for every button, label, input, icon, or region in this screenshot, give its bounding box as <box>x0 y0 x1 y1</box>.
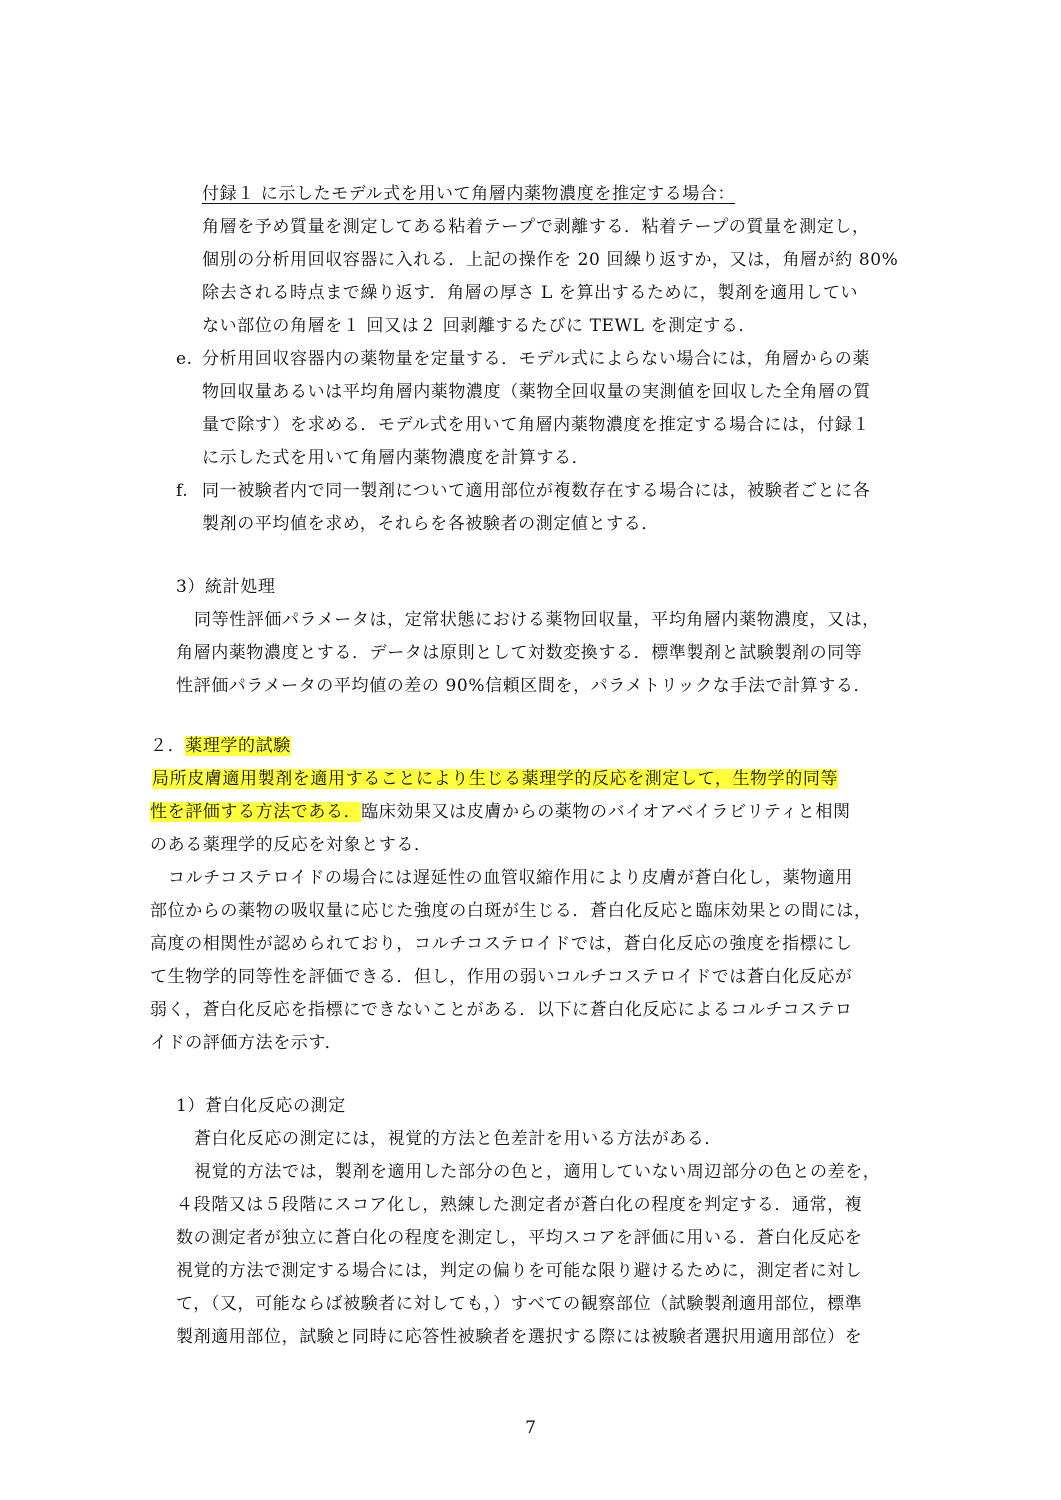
blanching-line: 製剤適用部位，試験と同時に応答性被験者を選択する際には被験者選択用適用部位）を <box>176 1327 863 1347</box>
appendix-line: 角層を予め質量を測定してある粘着テープで剥離する．粘着テープの質量を測定し， <box>202 217 870 237</box>
highlighted-text: 局所皮膚適用製剤を適用することにより生じる薬理学的反応を測定して，生物学的同等 <box>152 769 839 789</box>
blanching-line: ４段階又は５段階にスコア化し，熟練した測定者が蒼白化の程度を判定する．通常，複 <box>176 1195 863 1215</box>
appendix-heading: 付録１ に示したモデル式を用いて角層内薬物濃度を推定する場合： <box>202 184 736 204</box>
blanching-line: 視覚的方法では，製剤を適用した部分の色と，適用していない周辺部分の色との差を， <box>194 1162 881 1182</box>
item-f-label: f. <box>176 481 189 501</box>
section-2-para-line: イドの評価方法を示す． <box>150 1033 343 1053</box>
section-title: 薬理学的試験 <box>185 736 291 756</box>
blanching-line: て，（又，可能ならば被験者に対しても，）すべての観察部位（試験製剤適用部位，標準 <box>176 1294 863 1314</box>
body-text: 臨床効果又は皮膚からの薬物のバイオアベイラビリティと相関 <box>361 802 851 822</box>
section-2-para-line: コルチコステロイドの場合には遅延性の血管収縮作用により皮膚が蒼白化し，薬物適用 <box>168 868 853 888</box>
highlighted-text: 性を評価する方法である． <box>150 802 362 822</box>
stats-heading: 3）統計処理 <box>176 577 276 597</box>
appendix-line: 除去される時点まで繰り返す．角層の厚さ L を算出するために，製剤を適用してい <box>202 283 859 303</box>
section-2-heading <box>150 732 291 760</box>
section-2-para-line: 部位からの薬物の吸収量に応じた強度の白斑が生じる．蒼白化反応と臨床効果との間には， <box>150 901 872 921</box>
blanching-heading: 1）蒼白化反応の測定 <box>176 1096 346 1116</box>
blanching-line: 視覚的方法で測定する場合には，判定の偏りを可能な限り避けるために，測定者に対し <box>176 1261 863 1281</box>
section-2-line: のある薬理学的反応を対象とする． <box>150 835 432 855</box>
item-e-label: e. <box>176 349 193 369</box>
section-number: ２． <box>150 736 186 756</box>
stats-line: 性評価パラメータの平均値の差の 90%信頼区間を，パラメトリックな手法で計算する． <box>176 676 872 696</box>
stats-line: 角層内薬物濃度とする．データは原則として対数変換する．標準製剤と試験製剤の同等 <box>176 643 863 663</box>
item-e-line: 分析用回収容器内の薬物量を定量する．モデル式によらない場合には，角層からの薬 <box>202 349 870 369</box>
blanching-line: 数の測定者が独立に蒼白化の程度を測定し，平均スコアを評価に用いる．蒼白化反応を <box>176 1228 863 1248</box>
item-f-line: 製剤の平均値を求め，それらを各被験者の測定値とする． <box>202 514 659 534</box>
page-number: 7 <box>525 1418 536 1438</box>
section-2-para-line: て生物学的同等性を評価できる．但し，作用の弱いコルチコステロイドでは蒼白化反応が <box>150 967 853 987</box>
section-2-line <box>150 798 851 826</box>
stats-line: 同等性評価パラメータは，定常状態における薬物回収量，平均角層内薬物濃度，又は， <box>194 610 880 630</box>
section-2-para-line: 高度の相関性が認められており，コルチコステロイドでは，蒼白化反応の強度を指標にし <box>150 934 853 954</box>
item-e-line: 物回収量あるいは平均角層内薬物濃度（薬物全回収量の実測値を回収した全角層の質 <box>202 382 871 402</box>
item-e-line: 量で除す）を求める．モデル式を用いて角層内薬物濃度を推定する場合には，付録１ <box>202 415 870 435</box>
item-e-line: に示した式を用いて角層内薬物濃度を計算する． <box>202 448 590 468</box>
section-2-para-line: 弱く，蒼白化反応を指標にできないことがある．以下に蒼白化反応によるコルチコステロ <box>150 1000 853 1020</box>
section-2-line <box>152 765 838 793</box>
appendix-line: 個別の分析用回収容器に入れる．上記の操作を 20 回繰り返すか，又は，角層が約 80% <box>202 250 899 270</box>
appendix-line: ない部位の角層を１ 回又は２ 回剥離するたびに TEWL を測定する． <box>202 316 757 336</box>
blanching-intro: 蒼白化反応の測定には，視覚的方法と色差計を用いる方法がある． <box>194 1129 722 1149</box>
item-f-line: 同一被験者内で同一製剤について適用部位が複数存在する場合には，被験者ごとに各 <box>202 481 871 501</box>
